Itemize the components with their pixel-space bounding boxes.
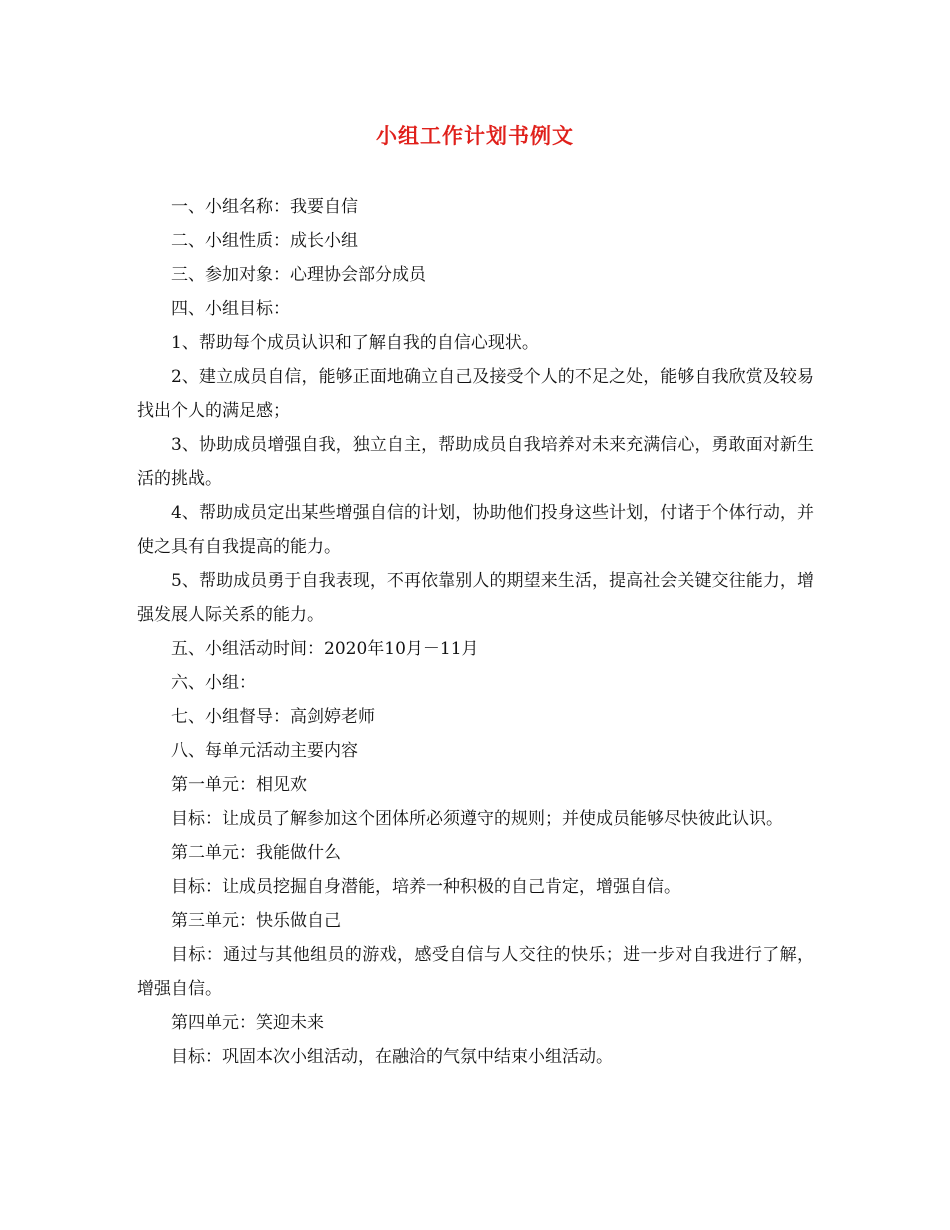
goal-item-5: 5、帮助成员勇于自我表现，不再依靠别人的期望来生活，提高社会关键交往能力，增强发展人际关系的能力。 — [137, 571, 814, 625]
unit-1-goal: 目标：让成员了解参加这个团体所必须遵守的规则；并使成员能够尽快彼此认识。 — [171, 809, 783, 829]
section-goals-heading: 四、小组目标： — [171, 299, 290, 319]
unit-4-heading: 第四单元：笑迎未来 — [171, 1013, 324, 1033]
section-group: 六、小组： — [171, 673, 256, 693]
section-group-name: 一、小组名称：我要自信 — [171, 197, 358, 217]
section-unit-contents: 八、每单元活动主要内容 — [171, 741, 358, 761]
unit-3-heading: 第三单元：快乐做自己 — [171, 911, 341, 931]
section-supervisor: 七、小组督导：高剑婷老师 — [171, 707, 375, 727]
section-participants: 三、参加对象：心理协会部分成员 — [171, 265, 426, 285]
unit-1-heading: 第一单元：相见欢 — [171, 775, 307, 795]
goal-item-4: 4、帮助成员定出某些增强自信的计划，协助他们投身这些计划，付诸于个体行动，并使之具有自我提高的能力。 — [137, 503, 814, 557]
unit-2-goal: 目标：让成员挖掘自身潜能，培养一种积极的自己肯定，增强自信。 — [171, 877, 681, 897]
document-body — [137, 190, 814, 1074]
section-group-nature: 二、小组性质：成长小组 — [171, 231, 358, 251]
unit-4-goal: 目标：巩固本次小组活动，在融洽的气氛中结束小组活动。 — [171, 1047, 613, 1067]
section-activity-time: 五、小组活动时间：2020年10月－11月 — [171, 639, 479, 659]
unit-3-goal: 目标：通过与其他组员的游戏，感受自信与人交往的快乐；进一步对自我进行了解，增强自信。 — [137, 945, 814, 999]
unit-2-heading: 第二单元：我能做什么 — [171, 843, 341, 863]
document-title: 小组工作计划书例文 — [376, 123, 574, 148]
goal-item-1: 1、帮助每个成员认识和了解自我的自信心现状。 — [171, 333, 539, 353]
goal-item-3: 3、协助成员增强自我，独立自主，帮助成员自我培养对未来充满信心，勇敢面对新生活的挑战。 — [137, 435, 814, 489]
goal-item-2: 2、建立成员自信，能够正面地确立自己及接受个人的不足之处，能够自我欣赏及较易找出个人的满足感； — [137, 367, 814, 421]
